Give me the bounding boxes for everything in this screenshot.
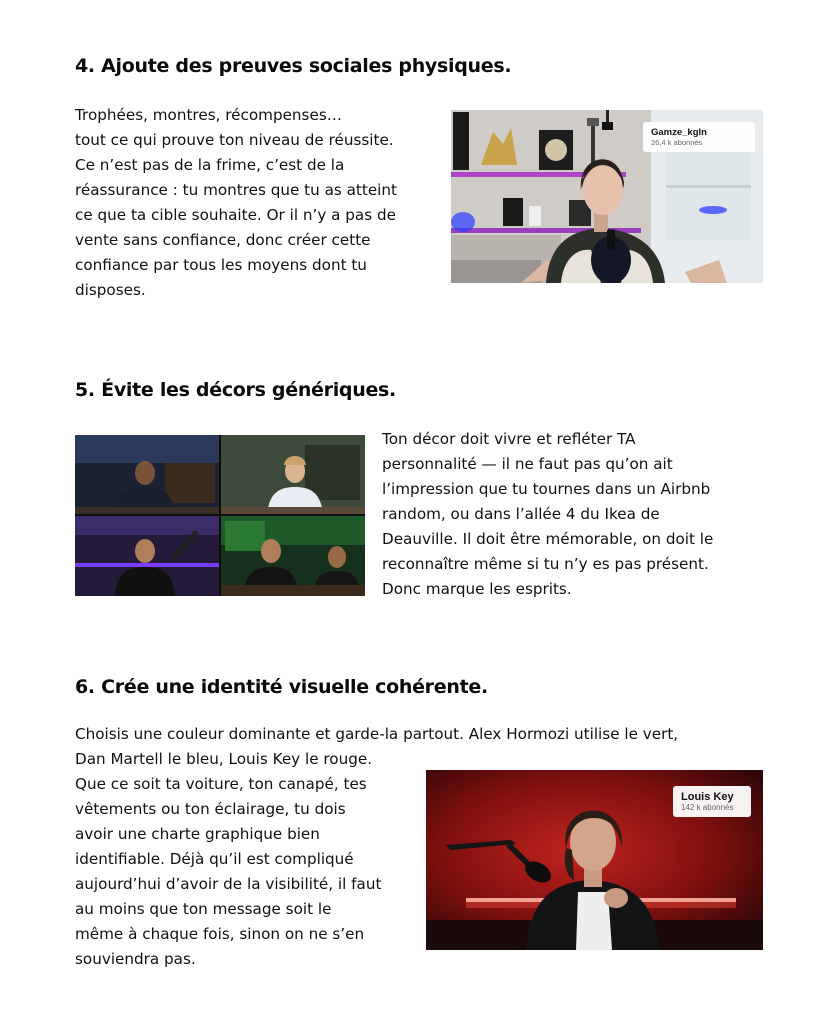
channel-card <box>643 122 755 152</box>
trophy-room-photo <box>451 110 763 283</box>
section-6-heading: 6. Crée une identité visuelle cohérente. <box>75 676 488 698</box>
paragraph-line: personnalité — il ne faut pas qu’on ait <box>382 455 673 473</box>
red-studio-photo <box>426 770 763 950</box>
paragraph-line: ce que ta cible souhaite. Or il n’y a pas de <box>75 206 396 224</box>
paragraph-line: identifiable. Déjà qu’il est compliqué <box>75 850 354 868</box>
paragraph-line: souviendra pas. <box>75 950 196 968</box>
channel-card <box>673 786 751 817</box>
paragraph-line: vente sans confiance, donc créer cette <box>75 231 371 249</box>
subscriber-count: 142 k abonnés <box>681 803 734 812</box>
section-5-heading: 5. Évite les décors génériques. <box>75 379 396 401</box>
paragraph-line: avoir une charte graphique bien <box>75 825 320 843</box>
section-4-heading: 4. Ajoute des preuves sociales physiques. <box>75 55 512 77</box>
section-6-paragraph <box>75 747 381 972</box>
section-6-intro <box>75 722 678 747</box>
paragraph-line: tout ce qui prouve ton niveau de réussite. <box>75 131 394 149</box>
section-5-paragraph <box>382 427 713 602</box>
paragraph-line: Ce n’est pas de la frime, c’est de la <box>75 156 345 174</box>
paragraph-line: vêtements ou ton éclairage, tu dois <box>75 800 346 818</box>
paragraph-line: disposes. <box>75 281 146 299</box>
paragraph-line: Donc marque les esprits. <box>382 580 572 598</box>
paragraph-line: confiance par tous les moyens dont tu <box>75 256 367 274</box>
paragraph-line: l’impression que tu tournes dans un Airbnb <box>382 480 711 498</box>
paragraph-line: aujourd’hui d’avoir de la visibilité, il faut <box>75 875 382 893</box>
paragraph-line: Trophées, montres, récompenses… <box>75 106 342 124</box>
paragraph-line: Ton décor doit vivre et refléter TA <box>382 430 636 448</box>
paragraph-line: reconnaître même si tu n’y es pas présent. <box>382 555 709 573</box>
paragraph-line: même à chaque fois, sinon on ne s’en <box>75 925 365 943</box>
paragraph-line: Que ce soit ta voiture, ton canapé, tes <box>75 775 367 793</box>
channel-name: Louis Key <box>681 791 734 803</box>
section-4-paragraph <box>75 103 397 303</box>
subscriber-count: 26,4 k abonnés <box>651 138 703 147</box>
channel-name: Gamze_kgln <box>651 127 707 138</box>
paragraph-line: réassurance : tu montres que tu as atteint <box>75 181 397 199</box>
paragraph-line: Dan Martell le bleu, Louis Key le rouge. <box>75 750 373 768</box>
paragraph-line: au moins que ton message soit le <box>75 900 332 918</box>
paragraph-line: Deauville. Il doit être mémorable, on doit le <box>382 530 714 548</box>
paragraph-line: Choisis une couleur dominante et garde-la partout. Alex Hormozi utilise le vert, <box>75 725 679 743</box>
paragraph-line: random, ou dans l’allée 4 du Ikea de <box>382 505 660 523</box>
studio-collage-photo <box>75 435 365 596</box>
